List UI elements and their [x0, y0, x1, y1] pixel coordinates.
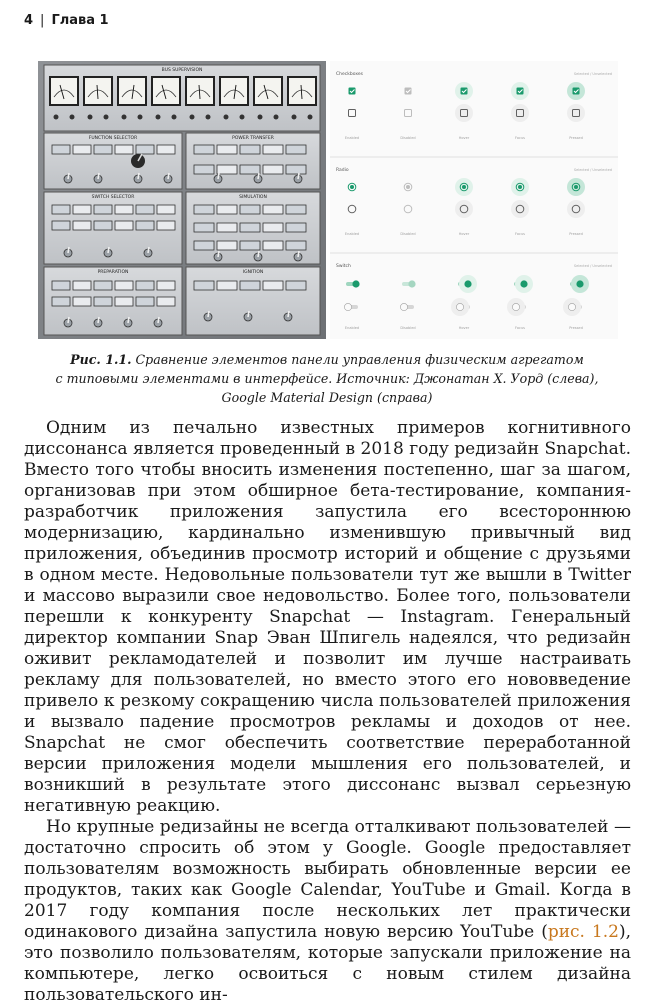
toggle-lever — [98, 317, 99, 323]
indicator-lamp — [194, 145, 214, 154]
indicator-lamp — [240, 223, 260, 232]
indicator-lamp — [217, 223, 237, 232]
indicator-lamp — [115, 145, 133, 154]
label-preparation: PREPARATION — [97, 270, 129, 275]
state-label-hover: Hover — [458, 232, 470, 236]
switch-thumb-on — [520, 280, 527, 287]
section-right-label-3: Selected / Unselected — [573, 264, 612, 268]
meter-7 — [254, 77, 282, 105]
checkbox-checked — [349, 88, 356, 95]
indicator-lamp — [263, 205, 283, 214]
meter-2 — [84, 77, 112, 105]
meter-knob — [156, 115, 161, 120]
indicator-lamp — [73, 205, 91, 214]
meter-knob — [292, 115, 297, 120]
indicator-lamp — [286, 223, 306, 232]
radio-state-halo — [567, 200, 585, 218]
indicator-lamp — [217, 241, 237, 250]
toggle-lever — [138, 173, 139, 179]
toggle-lever — [128, 317, 129, 323]
indicator-lamp — [52, 221, 70, 230]
indicator-lamp — [94, 281, 112, 290]
indicator-lamp — [73, 221, 91, 230]
meter-knob — [122, 115, 127, 120]
state-label-enabled: Enabled — [344, 326, 360, 330]
indicator-lamp — [286, 165, 306, 174]
indicator-lamp — [115, 297, 133, 306]
meter-knob — [104, 115, 109, 120]
toggle-lever — [168, 173, 169, 179]
radio-selected-dot — [462, 185, 466, 189]
state-label-pressed: Pressed — [569, 326, 583, 330]
indicator-lamp — [263, 145, 283, 154]
toggle-lever — [248, 311, 249, 317]
indicator-lamp — [157, 221, 175, 230]
caption-line-1: Сравнение элементов панели управления физическим агрегатом — [135, 352, 584, 367]
toggle-lever — [288, 311, 289, 317]
paragraph-2-end: ), это позволило пользователям, которые запускали приложение на компьютере, легко освоиться с новым стилем дизайна пользовательского ин- — [24, 922, 631, 1005]
indicator-lamp — [217, 205, 237, 214]
switch-thumb-on — [464, 280, 471, 287]
checkbox-checked — [573, 88, 580, 95]
meter-8 — [288, 77, 316, 105]
indicator-lamp — [263, 165, 283, 174]
figure-label: Рис. 1.1. — [70, 352, 132, 367]
indicator-lamp — [286, 205, 306, 214]
control-panel-illustration — [38, 61, 326, 339]
indicator-lamp — [194, 241, 214, 250]
meter-knob — [224, 115, 229, 120]
indicator-lamp — [73, 297, 91, 306]
figure-reference-link[interactable]: рис. 1.2 — [547, 922, 619, 942]
meter-3 — [118, 77, 146, 105]
toggle-lever — [258, 251, 259, 257]
switch-thumb-off — [456, 303, 463, 310]
indicator-lamp — [136, 297, 154, 306]
section-right-label-2: Selected / Unselected — [573, 168, 612, 172]
state-label-hover: Hover — [458, 136, 470, 140]
switch-thumb-off — [568, 303, 575, 310]
toggle-lever — [298, 173, 299, 179]
switch-thumb-off — [512, 303, 519, 310]
toggle-lever — [148, 247, 149, 253]
paragraph-1: Одним из печально известных примеров когнитивного диссонанса является проведенный в 2018 году редизайн Snapchat. Вместо того чтобы вносить изменения постепенно, шаг за шагом, организовав при этом обширное бета-тестирование, компания-разработчик приложения запустила его всестороннюю модернизацию, кардинально изменившую привычный вид приложения, объединив просмотр историй и общение с друзьями в одном месте. Недовольные пользователи тут же вышли в Twitter и массово выразили свое недовольство. Более того, пользователи перешли к конкуренту Snapchat — Instagram. Генеральный директор компании Snap Эван Шпигель надеялся, что редизайн оживит рекламодателей и позволит им лучше настраивать рекламу для пользователей, но вместо этого его нововведение привело к резкому сокращению числа пользователей приложения и вызвало падение просмотров рекламы и доходов от нее. Snapchat не смог обеспечить соответствие переработанной версии приложения модели мышления его пользователей, и возникший в результате этого диссонанс вызвал серьезную негативную реакцию. — [24, 418, 631, 816]
indicator-lamp — [240, 281, 260, 290]
radio-selected-dot — [406, 185, 410, 189]
toggle-lever — [68, 317, 69, 323]
indicator-lamp — [136, 205, 154, 214]
checkbox-state-halo — [511, 104, 529, 122]
indicator-lamp — [157, 145, 175, 154]
toggle-lever — [218, 251, 219, 257]
state-label-pressed: Pressed — [569, 232, 583, 236]
indicator-lamp — [73, 281, 91, 290]
indicator-lamp — [286, 241, 306, 250]
meter-knob — [172, 115, 177, 120]
state-label-focus: Focus — [515, 326, 525, 330]
indicator-lamp — [94, 221, 112, 230]
indicator-lamp — [194, 281, 214, 290]
indicator-lamp — [194, 165, 214, 174]
caption-line-2: с типовыми элементами в интерфейсе. Источник: Джонатан Х. Уорд (слева), — [55, 371, 599, 386]
checkbox-state-halo — [567, 104, 585, 122]
chapter-title: Глава 1 — [51, 13, 109, 28]
indicator-lamp — [157, 281, 175, 290]
switch-thumb-off — [344, 303, 351, 310]
state-label-disabled: Disabled — [400, 136, 416, 140]
indicator-lamp — [136, 145, 154, 154]
indicator-lamp — [217, 281, 237, 290]
state-label-disabled: Disabled — [400, 232, 416, 236]
caption-line-3: Google Material Design (справа) — [221, 390, 433, 405]
meter-knob — [240, 115, 245, 120]
checkbox-state-halo — [455, 104, 473, 122]
state-label-focus: Focus — [515, 136, 525, 140]
section-label-switch: Switch — [336, 264, 351, 269]
indicator-lamp — [52, 145, 70, 154]
toggle-lever — [218, 173, 219, 179]
section-label-radio: Radio — [336, 168, 349, 173]
running-header — [24, 13, 109, 28]
indicator-lamp — [136, 221, 154, 230]
body-text — [24, 418, 631, 1006]
radio-state-halo — [455, 200, 473, 218]
checkbox-checked — [517, 88, 524, 95]
figure-caption — [20, 350, 634, 407]
meter-knob — [138, 115, 143, 120]
meter-4 — [152, 77, 180, 105]
radio-state-halo — [511, 200, 529, 218]
label-switch-selector: SWITCH SELECTOR — [91, 195, 135, 200]
section-right-label-1: Selected / Unselected — [573, 72, 612, 76]
paragraph-2-start: Но крупные редизайны не всегда отталкивают пользователей —достаточно спросить об этом у Google. Google предоставляет пользователям возможность выбирать обновленные версии ее продуктов, таких как Google Calendar, YouTube и Gmail. Когда в 2017 году компания после нескольких лет практически одинакового дизайна запустила новую версию YouTube ( — [24, 817, 631, 942]
toggle-lever — [68, 173, 69, 179]
switch-thumb-off — [400, 303, 407, 310]
figure-1-1 — [38, 61, 618, 341]
paragraph-2 — [24, 817, 631, 1006]
switch-thumb-on — [352, 280, 359, 287]
label-bus-supervision: BUS SUPERVISION — [161, 68, 203, 73]
meter-knob — [190, 115, 195, 120]
meter-6 — [220, 77, 248, 105]
indicator-lamp — [240, 205, 260, 214]
checkbox-checked — [405, 88, 412, 95]
meter-knob — [54, 115, 59, 120]
indicator-lamp — [194, 205, 214, 214]
material-controls-illustration — [330, 61, 618, 339]
meter-5 — [186, 77, 214, 105]
meter-knob — [258, 115, 263, 120]
control-panel-photo — [38, 61, 326, 339]
label-ignition: IGNITION — [242, 270, 264, 275]
indicator-lamp — [286, 281, 306, 290]
indicator-lamp — [52, 205, 70, 214]
indicator-lamp — [157, 297, 175, 306]
indicator-lamp — [73, 145, 91, 154]
indicator-lamp — [52, 297, 70, 306]
indicator-lamp — [157, 205, 175, 214]
header-separator: | — [40, 13, 45, 28]
meter-1 — [50, 77, 78, 105]
page-number: 4 — [24, 13, 34, 28]
meter-knob — [88, 115, 93, 120]
indicator-lamp — [263, 223, 283, 232]
toggle-lever — [298, 251, 299, 257]
indicator-lamp — [115, 205, 133, 214]
material-controls-panel — [330, 61, 618, 339]
indicator-lamp — [263, 241, 283, 250]
indicator-lamp — [263, 281, 283, 290]
label-simulation: SIMULATION — [239, 195, 267, 200]
toggle-lever — [258, 173, 259, 179]
indicator-lamp — [240, 145, 260, 154]
state-label-enabled: Enabled — [344, 136, 360, 140]
switch-thumb-on — [408, 280, 415, 287]
label-function-selector: FUNCTION SELECTOR — [88, 136, 138, 141]
checkbox-checked — [461, 88, 468, 95]
indicator-lamp — [115, 281, 133, 290]
toggle-lever — [98, 173, 99, 179]
indicator-lamp — [240, 241, 260, 250]
toggle-lever — [208, 311, 209, 317]
label-power-transfer: POWER TRANSFER — [232, 136, 274, 141]
indicator-lamp — [94, 205, 112, 214]
indicator-lamp — [286, 145, 306, 154]
meter-knob — [274, 115, 279, 120]
indicator-lamp — [52, 281, 70, 290]
meter-knob — [206, 115, 211, 120]
toggle-lever — [68, 247, 69, 253]
indicator-lamp — [240, 165, 260, 174]
state-label-focus: Focus — [515, 232, 525, 236]
state-label-pressed: Pressed — [569, 136, 583, 140]
radio-selected-dot — [518, 185, 522, 189]
state-label-hover: Hover — [458, 326, 470, 330]
indicator-lamp — [94, 297, 112, 306]
indicator-lamp — [217, 165, 237, 174]
toggle-lever — [108, 247, 109, 253]
indicator-lamp — [194, 223, 214, 232]
indicator-lamp — [136, 281, 154, 290]
radio-selected-dot — [574, 185, 578, 189]
indicator-lamp — [115, 221, 133, 230]
state-label-disabled: Disabled — [400, 326, 416, 330]
meter-knob — [308, 115, 313, 120]
switch-thumb-on — [576, 280, 583, 287]
indicator-lamp — [94, 145, 112, 154]
meter-knob — [70, 115, 75, 120]
toggle-lever — [158, 317, 159, 323]
radio-selected-dot — [350, 185, 354, 189]
indicator-lamp — [217, 145, 237, 154]
section-label-checkboxes: Checkboxes — [336, 72, 363, 77]
state-label-enabled: Enabled — [344, 232, 360, 236]
